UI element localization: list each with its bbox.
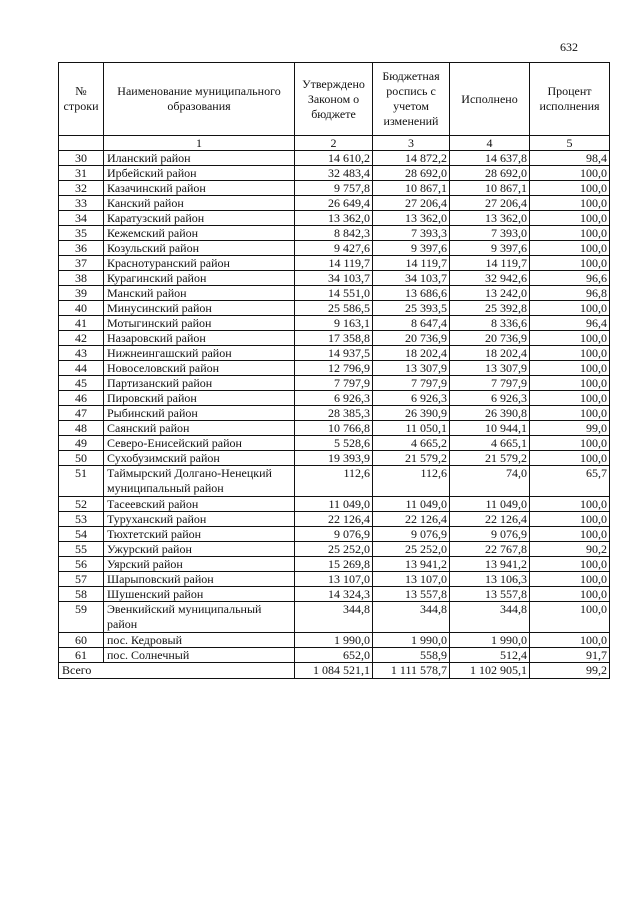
row-number-cell: 30 xyxy=(59,151,104,166)
table-row xyxy=(59,166,610,181)
budget-list-amount-cell: 6 926,3 xyxy=(373,391,450,406)
executed-amount-cell: 9 397,6 xyxy=(450,241,530,256)
column-number: 3 xyxy=(373,136,450,151)
municipality-name-cell: Саянский район xyxy=(104,421,295,436)
table-row xyxy=(59,497,610,512)
row-number-cell: 34 xyxy=(59,211,104,226)
budget-list-amount-cell: 13 362,0 xyxy=(373,211,450,226)
municipality-name-cell: Туруханский район xyxy=(104,512,295,527)
execution-percent-cell: 100,0 xyxy=(530,512,610,527)
execution-percent-cell: 96,8 xyxy=(530,286,610,301)
executed-amount-cell: 13 242,0 xyxy=(450,286,530,301)
executed-amount-cell: 4 665,1 xyxy=(450,436,530,451)
executed-amount-cell: 20 736,9 xyxy=(450,331,530,346)
row-number-cell: 56 xyxy=(59,557,104,572)
budget-list-amount-cell: 9 397,6 xyxy=(373,241,450,256)
approved-amount-cell: 14 937,5 xyxy=(295,346,373,361)
execution-percent-cell: 100,0 xyxy=(530,241,610,256)
municipality-name-cell: Каратузский район xyxy=(104,211,295,226)
row-number-cell: 61 xyxy=(59,648,104,663)
execution-percent-cell: 100,0 xyxy=(530,196,610,211)
municipality-name-cell: Назаровский район xyxy=(104,331,295,346)
municipality-name-cell: пос. Кедровый xyxy=(104,633,295,648)
municipality-name-cell: Курагинский район xyxy=(104,271,295,286)
table-row xyxy=(59,211,610,226)
row-number-cell: 53 xyxy=(59,512,104,527)
executed-amount-cell: 8 336,6 xyxy=(450,316,530,331)
row-number-cell: 43 xyxy=(59,346,104,361)
municipality-name-cell: Тюхтетский район xyxy=(104,527,295,542)
table-row xyxy=(59,316,610,331)
row-number-cell: 42 xyxy=(59,331,104,346)
municipality-name-cell: Уярский район xyxy=(104,557,295,572)
budget-execution-table xyxy=(58,62,610,679)
row-number-cell: 54 xyxy=(59,527,104,542)
budget-list-amount-cell: 26 390,9 xyxy=(373,406,450,421)
table-row xyxy=(59,602,610,633)
execution-percent-cell: 96,4 xyxy=(530,316,610,331)
municipality-name-cell: Минусинский район xyxy=(104,301,295,316)
approved-amount-cell: 1 990,0 xyxy=(295,633,373,648)
budget-list-amount-cell: 22 126,4 xyxy=(373,512,450,527)
budget-list-amount-cell: 13 307,9 xyxy=(373,361,450,376)
budget-list-amount-cell: 13 686,6 xyxy=(373,286,450,301)
budget-list-amount-cell: 20 736,9 xyxy=(373,331,450,346)
municipality-name-cell: Эвенкийский муниципальный район xyxy=(104,602,295,633)
row-number-cell: 45 xyxy=(59,376,104,391)
approved-amount-cell: 25 252,0 xyxy=(295,542,373,557)
execution-percent-cell: 100,0 xyxy=(530,256,610,271)
budget-list-amount-cell: 344,8 xyxy=(373,602,450,633)
executed-amount-cell: 7 393,0 xyxy=(450,226,530,241)
budget-list-amount-cell: 11 050,1 xyxy=(373,421,450,436)
table-row xyxy=(59,346,610,361)
approved-amount-cell: 8 842,3 xyxy=(295,226,373,241)
total-label: Всего xyxy=(59,663,295,679)
execution-percent-cell: 100,0 xyxy=(530,391,610,406)
approved-amount-cell: 15 269,8 xyxy=(295,557,373,572)
row-number-cell: 46 xyxy=(59,391,104,406)
row-number-cell: 40 xyxy=(59,301,104,316)
execution-percent-cell: 100,0 xyxy=(530,587,610,602)
execution-percent-cell: 90,2 xyxy=(530,542,610,557)
approved-amount-cell: 9 427,6 xyxy=(295,241,373,256)
municipality-name-cell: Партизанский район xyxy=(104,376,295,391)
column-number: 2 xyxy=(295,136,373,151)
execution-percent-cell: 100,0 xyxy=(530,451,610,466)
executed-amount-cell: 21 579,2 xyxy=(450,451,530,466)
row-number-cell: 32 xyxy=(59,181,104,196)
municipality-name-cell: Кежемский район xyxy=(104,226,295,241)
approved-amount-cell: 14 551,0 xyxy=(295,286,373,301)
municipality-name-cell: Северо-Енисейский район xyxy=(104,436,295,451)
header-executed: Исполнено xyxy=(450,63,530,136)
execution-percent-cell: 100,0 xyxy=(530,376,610,391)
approved-amount-cell: 22 126,4 xyxy=(295,512,373,527)
page-number: 632 xyxy=(560,40,578,54)
budget-list-amount-cell: 13 107,0 xyxy=(373,572,450,587)
budget-list-amount-cell: 27 206,4 xyxy=(373,196,450,211)
table-row xyxy=(59,421,610,436)
header-name: Наименование муниципального образования xyxy=(104,63,295,136)
row-number-cell: 35 xyxy=(59,226,104,241)
approved-amount-cell: 344,8 xyxy=(295,602,373,633)
budget-list-amount-cell: 21 579,2 xyxy=(373,451,450,466)
execution-percent-cell: 100,0 xyxy=(530,633,610,648)
executed-amount-cell: 14 119,7 xyxy=(450,256,530,271)
row-number-cell: 52 xyxy=(59,497,104,512)
execution-percent-cell: 98,4 xyxy=(530,151,610,166)
executed-amount-cell: 13 307,9 xyxy=(450,361,530,376)
municipality-name-cell: Пировский район xyxy=(104,391,295,406)
executed-amount-cell: 7 797,9 xyxy=(450,376,530,391)
municipality-name-cell: пос. Солнечный xyxy=(104,648,295,663)
budget-list-amount-cell: 558,9 xyxy=(373,648,450,663)
approved-amount-cell: 25 586,5 xyxy=(295,301,373,316)
table-row xyxy=(59,226,610,241)
approved-amount-cell: 11 049,0 xyxy=(295,497,373,512)
executed-amount-cell: 28 692,0 xyxy=(450,166,530,181)
row-number-cell: 47 xyxy=(59,406,104,421)
total-executed: 1 102 905,1 xyxy=(450,663,530,679)
executed-amount-cell: 11 049,0 xyxy=(450,497,530,512)
table-row xyxy=(59,151,610,166)
executed-amount-cell: 18 202,4 xyxy=(450,346,530,361)
table-row xyxy=(59,512,610,527)
execution-percent-cell: 99,0 xyxy=(530,421,610,436)
table-row xyxy=(59,301,610,316)
column-number: 1 xyxy=(104,136,295,151)
approved-amount-cell: 7 797,9 xyxy=(295,376,373,391)
table-header-row xyxy=(59,63,610,136)
executed-amount-cell: 74,0 xyxy=(450,466,530,497)
column-number: 4 xyxy=(450,136,530,151)
approved-amount-cell: 26 649,4 xyxy=(295,196,373,211)
budget-list-amount-cell: 18 202,4 xyxy=(373,346,450,361)
approved-amount-cell: 13 107,0 xyxy=(295,572,373,587)
municipality-name-cell: Краснотуранский район xyxy=(104,256,295,271)
execution-percent-cell: 100,0 xyxy=(530,602,610,633)
approved-amount-cell: 9 076,9 xyxy=(295,527,373,542)
total-budget: 1 111 578,7 xyxy=(373,663,450,679)
table-row xyxy=(59,361,610,376)
execution-percent-cell: 100,0 xyxy=(530,181,610,196)
approved-amount-cell: 34 103,7 xyxy=(295,271,373,286)
approved-amount-cell: 14 610,2 xyxy=(295,151,373,166)
execution-percent-cell: 100,0 xyxy=(530,331,610,346)
table-body xyxy=(59,151,610,663)
table-row xyxy=(59,241,610,256)
table-row xyxy=(59,527,610,542)
executed-amount-cell: 10 867,1 xyxy=(450,181,530,196)
executed-amount-cell: 10 944,1 xyxy=(450,421,530,436)
table-row xyxy=(59,196,610,211)
municipality-name-cell: Таймырский Долгано-Ненецкий муниципальный район xyxy=(104,466,295,497)
header-approved: Утверждено Законом о бюджете xyxy=(295,63,373,136)
execution-percent-cell: 100,0 xyxy=(530,166,610,181)
approved-amount-cell: 32 483,4 xyxy=(295,166,373,181)
table-row xyxy=(59,391,610,406)
table-row xyxy=(59,633,610,648)
executed-amount-cell: 22 126,4 xyxy=(450,512,530,527)
execution-percent-cell: 100,0 xyxy=(530,497,610,512)
approved-amount-cell: 112,6 xyxy=(295,466,373,497)
row-number-cell: 59 xyxy=(59,602,104,633)
approved-amount-cell: 652,0 xyxy=(295,648,373,663)
executed-amount-cell: 1 990,0 xyxy=(450,633,530,648)
execution-percent-cell: 100,0 xyxy=(530,557,610,572)
municipality-name-cell: Ирбейский район xyxy=(104,166,295,181)
execution-percent-cell: 100,0 xyxy=(530,226,610,241)
municipality-name-cell: Козульский район xyxy=(104,241,295,256)
table-row xyxy=(59,542,610,557)
total-percent: 99,2 xyxy=(530,663,610,679)
executed-amount-cell: 13 106,3 xyxy=(450,572,530,587)
execution-percent-cell: 96,6 xyxy=(530,271,610,286)
row-number-cell: 41 xyxy=(59,316,104,331)
executed-amount-cell: 13 557,8 xyxy=(450,587,530,602)
row-number-cell: 48 xyxy=(59,421,104,436)
executed-amount-cell: 13 941,2 xyxy=(450,557,530,572)
row-number-cell: 44 xyxy=(59,361,104,376)
row-number-cell: 37 xyxy=(59,256,104,271)
municipality-name-cell: Рыбинский район xyxy=(104,406,295,421)
budget-list-amount-cell: 34 103,7 xyxy=(373,271,450,286)
approved-amount-cell: 28 385,3 xyxy=(295,406,373,421)
table-row xyxy=(59,572,610,587)
executed-amount-cell: 27 206,4 xyxy=(450,196,530,211)
row-number-cell: 31 xyxy=(59,166,104,181)
executed-amount-cell: 13 362,0 xyxy=(450,211,530,226)
municipality-name-cell: Шарыповский район xyxy=(104,572,295,587)
execution-percent-cell: 100,0 xyxy=(530,346,610,361)
total-row xyxy=(59,663,610,679)
budget-list-amount-cell: 25 252,0 xyxy=(373,542,450,557)
executed-amount-cell: 14 637,8 xyxy=(450,151,530,166)
header-row-number: № строки xyxy=(59,63,104,136)
municipality-name-cell: Манский район xyxy=(104,286,295,301)
column-number-empty xyxy=(59,136,104,151)
row-number-cell: 39 xyxy=(59,286,104,301)
table-row xyxy=(59,406,610,421)
execution-percent-cell: 100,0 xyxy=(530,211,610,226)
table-row xyxy=(59,466,610,497)
municipality-name-cell: Иланский район xyxy=(104,151,295,166)
executed-amount-cell: 25 392,8 xyxy=(450,301,530,316)
execution-percent-cell: 100,0 xyxy=(530,572,610,587)
executed-amount-cell: 512,4 xyxy=(450,648,530,663)
municipality-name-cell: Сухобузимский район xyxy=(104,451,295,466)
row-number-cell: 58 xyxy=(59,587,104,602)
municipality-name-cell: Ужурский район xyxy=(104,542,295,557)
executed-amount-cell: 26 390,8 xyxy=(450,406,530,421)
approved-amount-cell: 5 528,6 xyxy=(295,436,373,451)
execution-percent-cell: 100,0 xyxy=(530,406,610,421)
execution-percent-cell: 100,0 xyxy=(530,527,610,542)
table-row xyxy=(59,271,610,286)
executed-amount-cell: 9 076,9 xyxy=(450,527,530,542)
municipality-name-cell: Казачинский район xyxy=(104,181,295,196)
row-number-cell: 55 xyxy=(59,542,104,557)
column-number: 5 xyxy=(530,136,610,151)
budget-list-amount-cell: 14 119,7 xyxy=(373,256,450,271)
budget-list-amount-cell: 1 990,0 xyxy=(373,633,450,648)
budget-list-amount-cell: 112,6 xyxy=(373,466,450,497)
total-approved: 1 084 521,1 xyxy=(295,663,373,679)
approved-amount-cell: 12 796,9 xyxy=(295,361,373,376)
budget-list-amount-cell: 4 665,2 xyxy=(373,436,450,451)
municipality-name-cell: Тасеевский район xyxy=(104,497,295,512)
table-row xyxy=(59,587,610,602)
budget-list-amount-cell: 25 393,5 xyxy=(373,301,450,316)
approved-amount-cell: 9 163,1 xyxy=(295,316,373,331)
municipality-name-cell: Шушенский район xyxy=(104,587,295,602)
budget-list-amount-cell: 10 867,1 xyxy=(373,181,450,196)
budget-list-amount-cell: 13 557,8 xyxy=(373,587,450,602)
table-row xyxy=(59,256,610,271)
budget-list-amount-cell: 8 647,4 xyxy=(373,316,450,331)
budget-list-amount-cell: 11 049,0 xyxy=(373,497,450,512)
budget-list-amount-cell: 14 872,2 xyxy=(373,151,450,166)
row-number-cell: 57 xyxy=(59,572,104,587)
row-number-cell: 36 xyxy=(59,241,104,256)
executed-amount-cell: 22 767,8 xyxy=(450,542,530,557)
execution-percent-cell: 100,0 xyxy=(530,361,610,376)
approved-amount-cell: 14 119,7 xyxy=(295,256,373,271)
approved-amount-cell: 6 926,3 xyxy=(295,391,373,406)
approved-amount-cell: 14 324,3 xyxy=(295,587,373,602)
table-row xyxy=(59,181,610,196)
executed-amount-cell: 32 942,6 xyxy=(450,271,530,286)
table-row xyxy=(59,451,610,466)
row-number-cell: 50 xyxy=(59,451,104,466)
header-percent: Процент исполнения xyxy=(530,63,610,136)
table-row xyxy=(59,376,610,391)
budget-list-amount-cell: 28 692,0 xyxy=(373,166,450,181)
row-number-cell: 60 xyxy=(59,633,104,648)
approved-amount-cell: 9 757,8 xyxy=(295,181,373,196)
executed-amount-cell: 6 926,3 xyxy=(450,391,530,406)
budget-list-amount-cell: 13 941,2 xyxy=(373,557,450,572)
row-number-cell: 33 xyxy=(59,196,104,211)
approved-amount-cell: 13 362,0 xyxy=(295,211,373,226)
table-row xyxy=(59,557,610,572)
municipality-name-cell: Мотыгинский район xyxy=(104,316,295,331)
row-number-cell: 49 xyxy=(59,436,104,451)
row-number-cell: 51 xyxy=(59,466,104,497)
approved-amount-cell: 17 358,8 xyxy=(295,331,373,346)
row-number-cell: 38 xyxy=(59,271,104,286)
budget-list-amount-cell: 7 797,9 xyxy=(373,376,450,391)
table-row xyxy=(59,648,610,663)
municipality-name-cell: Нижнеингашский район xyxy=(104,346,295,361)
approved-amount-cell: 19 393,9 xyxy=(295,451,373,466)
budget-list-amount-cell: 7 393,3 xyxy=(373,226,450,241)
execution-percent-cell: 65,7 xyxy=(530,466,610,497)
header-budget-list: Бюджетная роспись с учетом изменений xyxy=(373,63,450,136)
execution-percent-cell: 100,0 xyxy=(530,436,610,451)
table-row xyxy=(59,436,610,451)
table-row xyxy=(59,286,610,301)
municipality-name-cell: Новоселовский район xyxy=(104,361,295,376)
executed-amount-cell: 344,8 xyxy=(450,602,530,633)
approved-amount-cell: 10 766,8 xyxy=(295,421,373,436)
budget-list-amount-cell: 9 076,9 xyxy=(373,527,450,542)
column-number-row xyxy=(59,136,610,151)
municipality-name-cell: Канский район xyxy=(104,196,295,211)
execution-percent-cell: 91,7 xyxy=(530,648,610,663)
table-row xyxy=(59,331,610,346)
execution-percent-cell: 100,0 xyxy=(530,301,610,316)
